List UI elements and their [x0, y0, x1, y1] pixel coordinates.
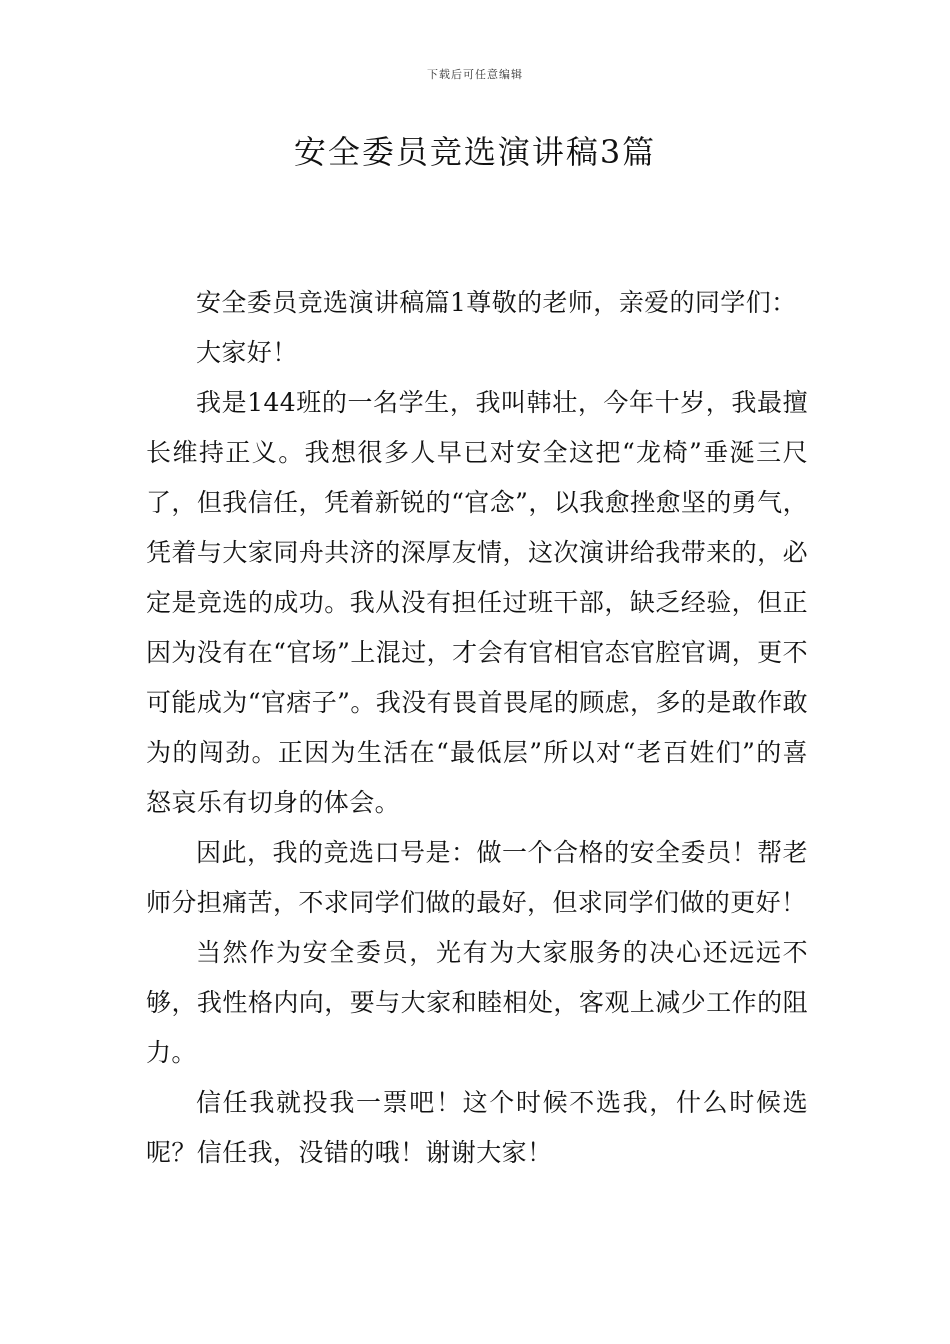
- document-body: [146, 278, 808, 1178]
- paragraph-hello: 大家好！: [196, 338, 298, 367]
- paragraph-slogan: 因此，我的竞选口号是：做一个合格的安全委员！帮老师分担痛苦，不求同学们做的最好，但求同学们做的更好！: [146, 838, 808, 917]
- paragraph-closing: 信任我就投我一票吧！这个时候不选我，什么时候选呢？信任我，没错的哦！谢谢大家！: [146, 1088, 808, 1167]
- document-title: 安全委员竞选演讲稿3篇: [293, 133, 657, 171]
- header-note: 下载后可任意编辑: [427, 68, 523, 81]
- paragraph-commitment: 当然作为安全委员，光有为大家服务的决心还远远不够，我性格内向，要与大家和睦相处，客观上减少工作的阻力。: [146, 938, 808, 1067]
- paragraph-greeting: 安全委员竞选演讲稿篇1尊敬的老师，亲爱的同学们：: [196, 288, 797, 317]
- paragraph-introduction: 我是144班的一名学生，我叫韩壮，今年十岁，我最擅长维持正义。我想很多人早已对安全这把“龙椅”垂涎三尺了，但我信任，凭着新锐的“官念”，以我愈挫愈坚的勇气，凭着与大家同舟共济的深厚友情，这次演讲给我带来的，必定是竞选的成功。我从没有担任过班干部，缺乏经验，但正因为没有在“官场”上混过，才会有官相官态官腔官调，更不可能成为“官痞子”。我没有畏首畏尾的顾虑，多的是敢作敢为的闯劲。正因为生活在“最低层”所以对“老百姓们”的喜怒哀乐有切身的体会。: [146, 388, 808, 817]
